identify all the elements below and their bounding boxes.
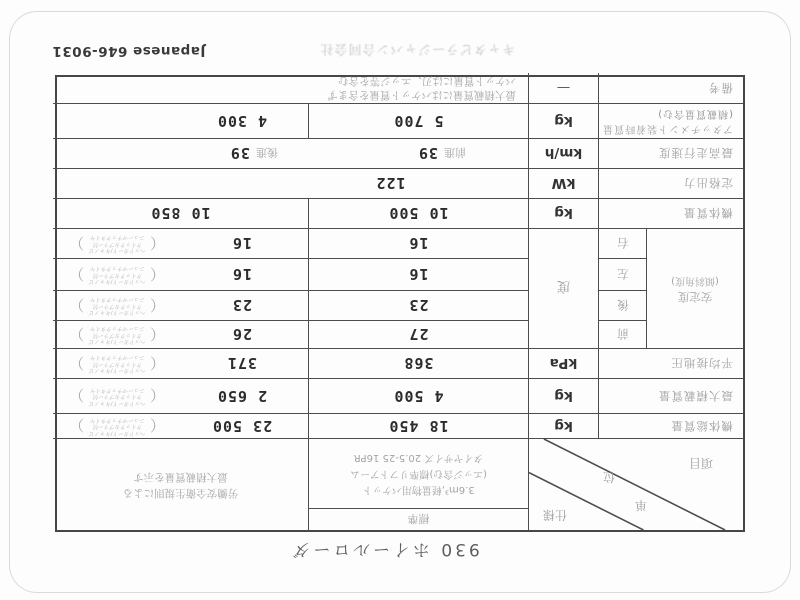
- unit-remarks: —: [528, 73, 598, 103]
- annotation-stability-left: （ ヘッドガード/キャノピ クイックカプラー付 ニューマチックタイヤ ）: [69, 265, 165, 285]
- remarks-line1: 最大積載質量にはバケット質量を含まず: [327, 89, 516, 101]
- row-label-ground-pressure: 平均接地圧: [598, 348, 743, 378]
- annotation-stability-front: （ ヘッドガード/キャノピ クイックカプラー付 ニューマチックタイヤ ）: [69, 325, 165, 345]
- annotation-stability-rear: （ ヘッドガード/キャノピ クイックカプラー付 ニューマチックタイヤ ）: [69, 296, 165, 316]
- stability-label-line2: (傾斜角度): [671, 275, 719, 286]
- corner-header-cell: [528, 438, 743, 530]
- value-max-load-col2: 2 650 （ ヘッドガード/キャノピ クイックカプラー付 ニューマチックタイヤ ）: [53, 378, 308, 413]
- footer: [52, 39, 515, 63]
- unit-max-load: kg: [528, 378, 598, 413]
- stability-dir-front: 前: [598, 320, 646, 348]
- value-total-mass-col1: 18 450: [308, 413, 528, 438]
- company-name: キャタピラージャパン合同会社: [319, 41, 515, 57]
- document-code: Japanese 646-9031: [52, 43, 206, 59]
- row-label-max-speed: 最高走行速度: [598, 138, 743, 168]
- value-stability-right-col1: 16: [308, 228, 528, 258]
- annotation-stability-right: （ ヘッドガード/キャノピ クイックカプラー付 ニューマチックタイヤ ）: [69, 234, 165, 254]
- annotation-total-mass: （ ヘッドガード/キャノピ クイックカプラー付 ニューマチックタイヤ ）: [69, 416, 165, 437]
- speed-reverse-label: 後進: [255, 146, 278, 160]
- value-stability-left-col1: 16: [308, 258, 528, 290]
- col1-desc-line3: タイヤサイズ 20.5-25 16PR: [353, 452, 484, 463]
- row-label-max-load: 最大積載質量: [598, 378, 743, 413]
- value-stability-front-col1: 27: [308, 320, 528, 348]
- col1-header-description: [308, 438, 528, 508]
- row-label-total-mass: 機体総質量: [598, 413, 743, 438]
- value-total-mass-col2: 23 500 （ ヘッドガード/キャノピ クイックカプラー付 ニューマチックタイヤ ）: [53, 413, 308, 438]
- value-max-speed: [53, 138, 528, 168]
- unit-rated-output: kW: [528, 168, 598, 198]
- unit-attachment-mass: kg: [528, 103, 598, 138]
- corner-unit-label-b: 位: [602, 470, 615, 484]
- value-machine-mass-col2: 10 850: [53, 198, 308, 228]
- col1-header-tag: 標準: [308, 508, 528, 530]
- value-stability-rear-col2: 23 （ ヘッドガード/キャノピ クイックカプラー付 ニューマチックタイヤ ）: [53, 290, 308, 320]
- stability-dir-right: 右: [598, 228, 646, 258]
- row-label-rated-output: 定格出力: [598, 168, 743, 198]
- col2-header-description: [53, 438, 308, 530]
- row-label-stability: [646, 228, 743, 348]
- document-title: 930 ホイールローダ: [290, 539, 480, 559]
- speed-forward-value: 39: [417, 144, 438, 163]
- stability-dir-rear: 後: [598, 290, 646, 320]
- value-stability-front-col2: 26 （ ヘッドガード/キャノピ クイックカプラー付 ニューマチックタイヤ ）: [53, 320, 308, 348]
- corner-unit-label-a: 単: [634, 498, 647, 512]
- value-stability-left-col2: 16 （ ヘッドガード/キャノピ クイックカプラー付 ニューマチックタイヤ ）: [53, 258, 308, 290]
- unit-stability: 度: [528, 228, 598, 348]
- value-attachment-mass-col1: 5 700: [308, 103, 528, 138]
- remarks-line2: バケット質量には刃、エッジ等を含む: [338, 75, 516, 88]
- value-machine-mass-col1: 10 500: [308, 198, 528, 228]
- value-max-load-col1: 4 500: [308, 378, 528, 413]
- value-stability-rear-col1: 23: [308, 290, 528, 320]
- col1-desc-line2: (エッジ含む)標準リフトアーム: [350, 468, 488, 479]
- unit-ground-pressure: kPa: [528, 348, 598, 378]
- row-label-attachment-mass: アタッチメント装着時質量 (積載質量含む): [598, 103, 743, 138]
- unit-machine-mass: kg: [528, 198, 598, 228]
- value-stability-right-col2: 16 （ ヘッドガード/キャノピ クイックカプラー付 ニューマチックタイヤ ）: [53, 228, 308, 258]
- unit-total-mass: kg: [528, 413, 598, 438]
- corner-spec-label: 仕様: [543, 508, 568, 522]
- stability-label-line1: 安定度: [677, 290, 713, 304]
- stability-dir-left: 左: [598, 258, 646, 290]
- speed-reverse-value: 39: [229, 144, 250, 163]
- annotation-ground-pressure: （ ヘッドガード/キャノピ クイックカプラー付 ニューマチックタイヤ ）: [69, 354, 165, 374]
- value-rated-output: 122: [53, 168, 528, 198]
- value-ground-pressure-col2: 371 （ ヘッドガード/キャノピ クイックカプラー付 ニューマチックタイヤ ）: [53, 348, 308, 378]
- row-label-remarks: 備考: [598, 73, 743, 103]
- attachment-mass-sublabel: (積載質量含む): [657, 108, 733, 119]
- unit-max-speed: km/h: [528, 138, 598, 168]
- corner-item-label: 項目: [688, 456, 713, 470]
- value-attachment-mass-col2: 4 300: [53, 103, 308, 138]
- col2-desc-line2: 最大積載質量を示す: [133, 471, 228, 483]
- speed-forward-label: 前進: [444, 146, 466, 160]
- remarks-text: [53, 73, 528, 103]
- row-label-machine-mass: 機体質量: [598, 198, 743, 228]
- col2-desc-line1: 労働安全衛生規則による: [122, 487, 239, 499]
- annotation-max-load: （ ヘッドガード/キャノピ クイックカプラー付 ニューマチックタイヤ ）: [69, 386, 165, 407]
- value-ground-pressure-col1: 368: [308, 348, 528, 378]
- spec-table: [55, 75, 745, 532]
- col1-desc-line1: 3.6m³,軽量物用バケット: [362, 484, 475, 495]
